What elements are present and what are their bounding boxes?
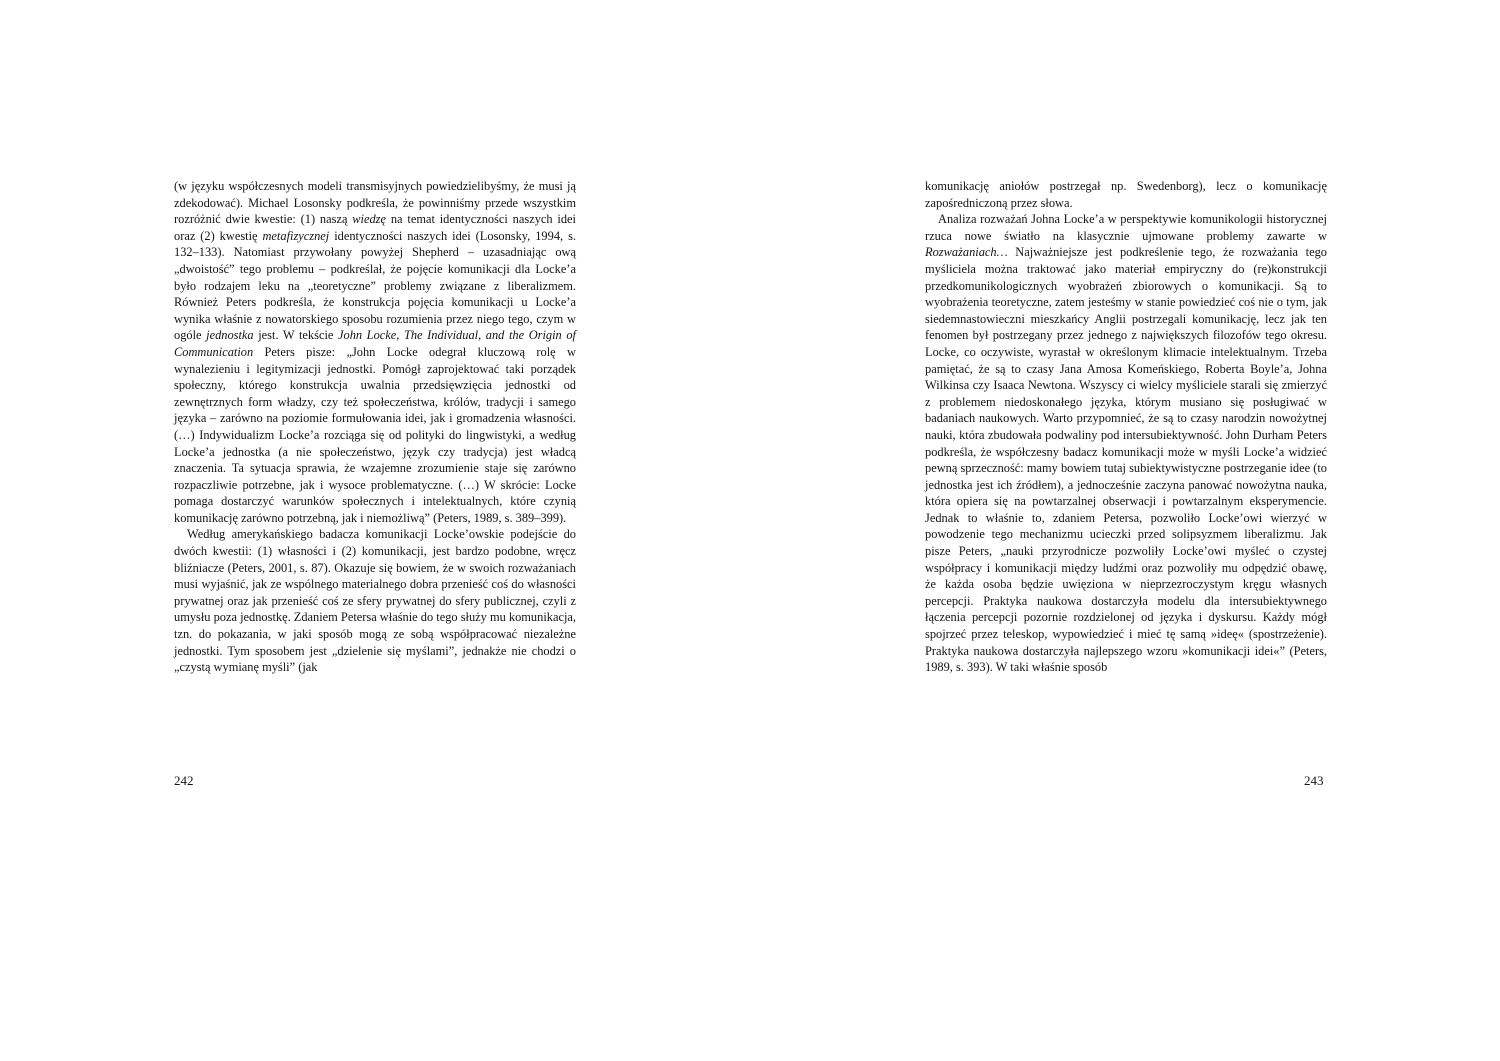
left-page-number: 242 [174, 773, 194, 788]
italic-text-run: metafizycznej [262, 228, 330, 243]
italic-text-run: jednostka [206, 328, 254, 343]
text-run: Najważniejsze jest podkreślenie tego, że rozważania tego myśliciela można traktować jako materiał empiryczny do (re)konstrukcji przedkomunikologicznych wyobrażeń zbiorowych o komunikacji. Są to wyobrażenia teoretyczne, zatem jesteśmy w stanie powiedzieć coś nie o tym, jak siedemnastowieczni mieszkańcy Anglii postrzegali komunikację, lecz jak ten fenomen był postrzegany przez jednego z największych filozofów tego okresu. Locke, co oczywiste, wyrastał w określonym klimacie intelektualnym. Trzeba pamiętać, że są to czasy Jana Amosa Komeńskiego, Roberta Boyle’a, Johna Wilkinsa czy Isaaca Newtona. Wszyscy ci wielcy myśliciele starali się zmierzyć z problemem niedoskonałego języka, którym musiano się posługiwać w badaniach naukowych. Warto przypomnieć, że są to czasy narodzin nowożytnej nauki, która zbudowała podwaliny pod intersubiektywność. John Durham Peters podkreśla, że współczesny badacz komunikacji może w myśli Locke’a widzieć pewną sprzeczność: mamy bowiem tutaj subiektywistyczne postrzeganie idee (to jednostka jest ich źródłem), a jednocześnie zaczyna panować nowożytna nauka, która opiera się na powtarzalnej obserwacji i powtarzalnym eksperymencie. Jednak to właśnie to, zdaniem Petersa, pozwoliło Locke’owi wierzyć w powodzenie tego mechanizmu ucieczki przed solipsyzmem liberalizmu. Jak pisze Peters, „nauki przyrodnicze pozwoliły Locke’owi myśleć o czystej współpracy i komunikacji między ludźmi oraz pozwoliły mu odpędzić obawę, że każda osoba będzie uwięziona w nieprzezroczystym kręgu własnych percepcji. Praktyka naukowa dostarczyła modelu dla intersubiektywnego łączenia percepcji pozornie rozdzielonej od języka i dyskursu. Każdy mógł spojrzeć przez teleskop, wypowiedzieć i mieć tę samą »ideę« (spostrzeżenie). Praktyka naukowa dostarczyła najlepszego wzoru »komunikacji idei«” (Peters, 1989, s. 393). W taki właśnie sposób [925, 245, 1327, 675]
text-run: (w języku współczesnych modeli transmisyjnych powiedzielibyśmy, że musi ją zdekodować). Michael Losonsky podkreśla, że powinniśmy przede wszystkim rozróżnić dwie kwestie: (1) naszą [174, 179, 576, 227]
text-run: na temat identyczności naszych idei oraz (2) kwestię [174, 212, 576, 243]
italic-text-run: wiedzę [352, 212, 387, 227]
right-page [925, 178, 1327, 676]
left-page [174, 178, 576, 676]
left-page-body [174, 178, 576, 676]
paragraph [925, 178, 1327, 211]
text-run: jest. W tekście [253, 328, 338, 343]
italic-text-run: John Locke, The Individual, and the Origin of Communication [174, 328, 576, 359]
text-run: Peters pisze: „John Locke odegrał kluczową rolę w wynalezieniu i legitymizacji jednostki. Pomógł zaprojektować taki porządek społeczny, którego konstrukcja uwalnia przedsięwzięcia jednostki od zewnętrznych form władzy, czy też społeczeństwa, królów, tradycji i samego języka – zarówno na poziomie formułowania idei, jak i gromadzenia własności. (…) Indywidualizm Locke’a rozciąga się od polityki do lingwistyki, a według Locke’a jednostka (a nie społeczeństwo, język czy tradycja) jest władcą znaczenia. Ta sytuacja sprawia, że wzajemne zrozumienie staje się zarówno rozpaczliwie potrzebne, jak i wysoce problematyczne. (…) W skrócie: Locke pomaga dostarczyć warunków społecznych i intelektualnych, które czynią komunikację zarówno potrzebną, jak i niemożliwą” (Peters, 1989, s. 389–399). [174, 344, 576, 525]
right-page-body [925, 178, 1327, 676]
text-run: Według amerykańskiego badacza komunikacji Locke’owskie podejście do dwóch kwestii: (1) własności i (2) komunikacji, jest bardzo podobne, wręcz bliźniacze (Peters, 2001, s. 87). Okazuje się bowiem, że w swoich rozważaniach musi wyjaśnić, jak ze wspólnego materialnego dobra przenieść coś do własności prywatnej oraz jak przenieść coś ze sfery prywatnej do sfery publicznej, czyli z umysłu poza jednostkę. Zdaniem Petersa właśnie do tego służy mu komunikacja, tzn. do pokazania, w jaki sposób mogą ze sobą współpracować niezależne jednostki. Tym sposobem jest „dzielenie się myślami”, jednakże nie chodzi o „czystą wymianę myśli” (jak [174, 527, 576, 675]
text-run: identyczności naszych idei (Losonsky, 1994, s. 132–133). Natomiast przywołany powyżej Shepherd – uzasadniając ową „dwoistość” tego problemu – podkreślał, że pojęcie komunikacji dla Locke’a było rodzajem leku na „teoretyczne” problemy związane z liberalizmem. Również Peters podkreśla, że konstrukcja pojęcia komunikacji u Locke’a wynika właśnie z nowatorskiego sposobu rozumienia przez niego tego, czym w ogóle [174, 228, 576, 343]
paragraph [925, 211, 1327, 676]
paragraph [174, 526, 576, 675]
text-run: Analiza rozważań Johna Locke’a w perspektywie komunikologii historycznej rzuca nowe światło na klasycznie ujmowane problemy zawarte w [925, 212, 1327, 243]
text-run: komunikację aniołów postrzegał np. Swedenborg), lecz o komunikację zapośredniczoną przez słowa. [925, 179, 1327, 210]
italic-text-run: Rozważaniach… [925, 245, 1008, 260]
paragraph [174, 178, 576, 526]
right-page-number: 243 [1304, 773, 1324, 788]
